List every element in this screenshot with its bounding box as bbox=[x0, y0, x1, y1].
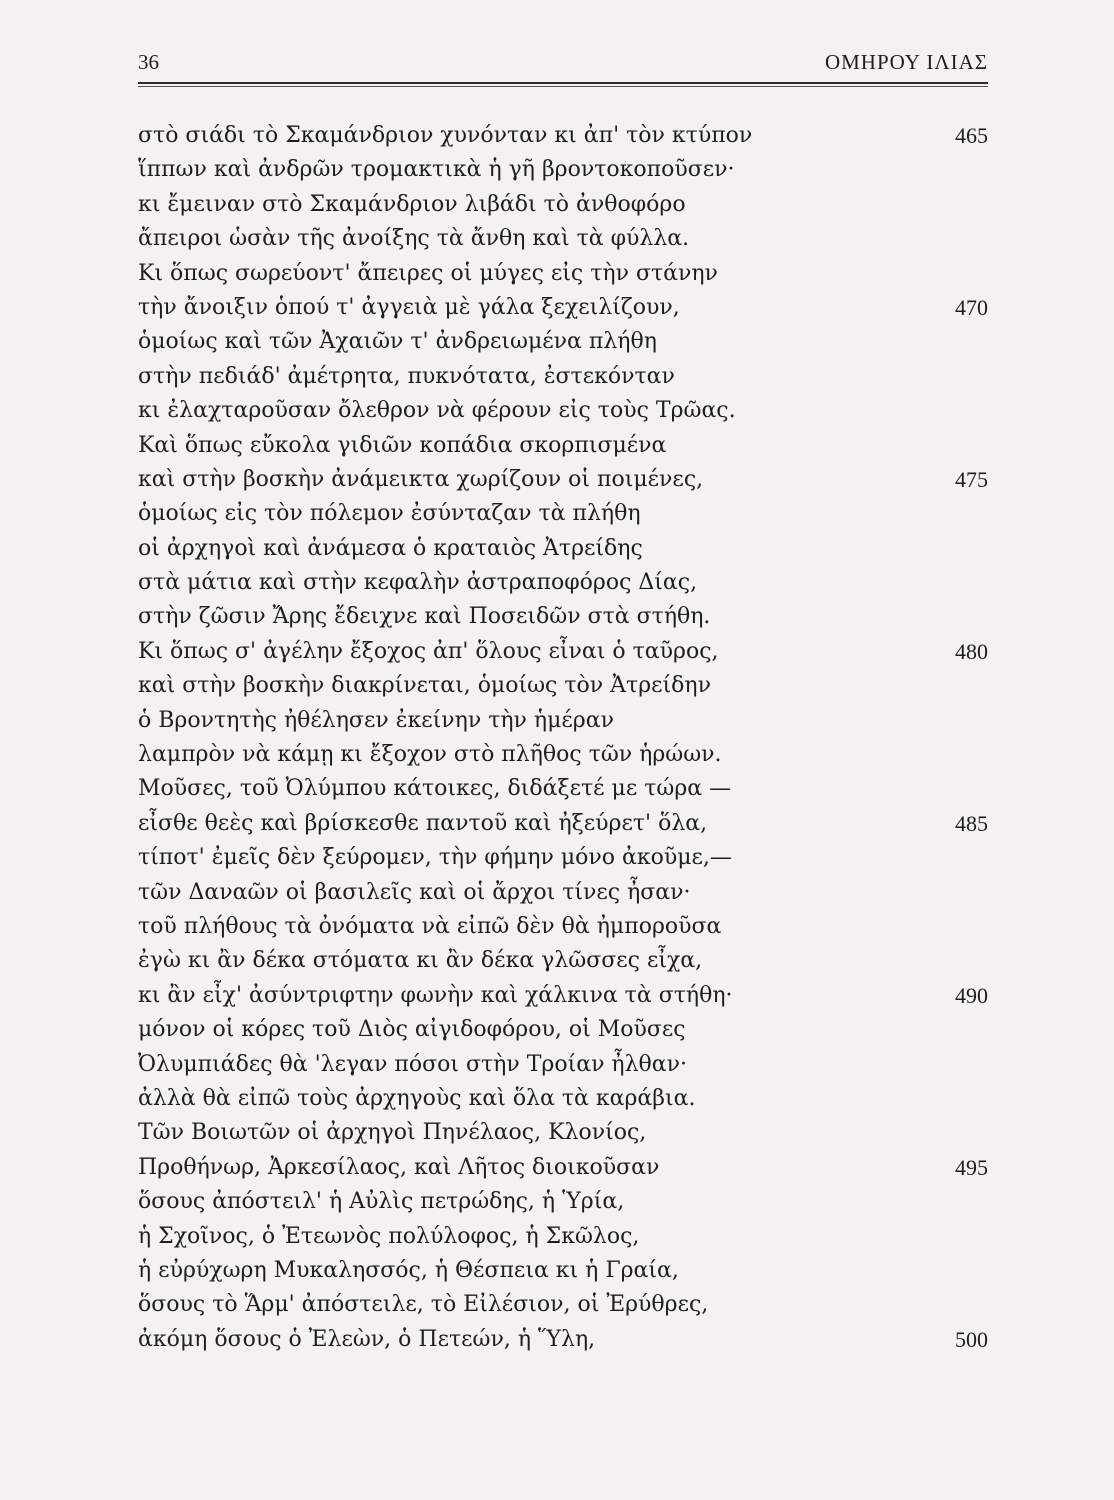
verse-line bbox=[138, 1048, 988, 1082]
verse-line bbox=[138, 188, 988, 222]
verse-line bbox=[138, 704, 988, 738]
verse-line bbox=[138, 1082, 988, 1116]
verse-line bbox=[138, 394, 988, 428]
verse-line bbox=[138, 979, 988, 1013]
verse-line bbox=[138, 497, 988, 531]
verse-text: οἱ ἀρχηγοὶ καὶ ἀνάμεσα ὁ κραταιὸς Ἀτρείδης bbox=[138, 535, 643, 561]
verse-text: ὁμοίως εἰς τὸν πόλεμον ἐσύνταζαν τὰ πλήθη bbox=[138, 501, 641, 527]
verse-text: ἐγὼ κι ἂν δέκα στόματα κι ἂν δέκα γλῶσσες εἶχα, bbox=[138, 948, 703, 974]
verse-line bbox=[138, 1116, 988, 1150]
verse-line bbox=[138, 291, 988, 325]
verse-line bbox=[138, 1288, 988, 1322]
verse-text: Τῶν Βοιωτῶν οἱ ἀρχηγοὶ Πηνέλαος, Κλονίος, bbox=[138, 1120, 647, 1146]
verse-text: Κι ὅπως σ' ἀγέλην ἔξοχος ἀπ' ὅλους εἶναι ὁ ταῦρος, bbox=[138, 638, 719, 664]
page-header bbox=[138, 48, 988, 82]
verse-text: Καὶ ὅπως εὔκολα γιδιῶν κοπάδια σκορπισμένα bbox=[138, 432, 667, 458]
line-number: 475 bbox=[955, 466, 988, 492]
verse-line bbox=[138, 257, 988, 291]
verse-line bbox=[138, 910, 988, 944]
verse-text: κι ἂν εἶχ' ἀσύντριφτην φωνὴν καὶ χάλκινα τὰ στήθη· bbox=[138, 982, 733, 1008]
verse-line bbox=[138, 635, 988, 669]
header-rule-thin bbox=[138, 86, 988, 87]
line-number: 490 bbox=[955, 982, 988, 1008]
verse-text: λαμπρὸν νὰ κάμῃ κι ἔξοχον στὸ πλῆθος τῶν ἡρώων. bbox=[138, 742, 722, 768]
verse-text: ὁμοίως καὶ τῶν Ἀχαιῶν τ' ἀνδρειωμένα πλήθη bbox=[138, 329, 657, 355]
verse-line bbox=[138, 772, 988, 806]
verse-text: ἵππων καὶ ἀνδρῶν τρομακτικὰ ἡ γῆ βροντοκοποῦσεν· bbox=[138, 157, 735, 183]
verse-line bbox=[138, 119, 988, 153]
verse-line bbox=[138, 222, 988, 256]
header-rule bbox=[138, 82, 988, 84]
verse-line bbox=[138, 1254, 988, 1288]
verse-line bbox=[138, 669, 988, 703]
line-number: 480 bbox=[955, 638, 988, 664]
verse-line bbox=[138, 944, 988, 978]
line-number: 465 bbox=[955, 123, 988, 148]
verse-line bbox=[138, 738, 988, 772]
verse-text: τοῦ πλήθους τὰ ὀνόματα νὰ εἰπῶ δὲν θὰ ἠμποροῦσα bbox=[138, 913, 722, 939]
line-number: 500 bbox=[955, 1326, 988, 1352]
verse-text: ἀλλὰ θὰ εἰπῶ τοὺς ἀρχηγοὺς καὶ ὅλα τὰ καράβια. bbox=[138, 1085, 696, 1111]
verse-text: ἀκόμη ὅσους ὁ Ἐλεὼν, ὁ Πετεών, ἡ Ὕλη, bbox=[138, 1326, 596, 1352]
verse-line bbox=[138, 360, 988, 394]
verse-text: εἶσθε θεὲς καὶ βρίσκεσθε παντοῦ καὶ ἠξεύρετ' ὅλα, bbox=[138, 810, 708, 836]
verse-line bbox=[138, 807, 988, 841]
verse-text: ὅσους τὸ Ἅρμ' ἀπόστειλε, τὸ Εἰλέσιον, οἱ Ἐρύθρες, bbox=[138, 1292, 709, 1318]
verse-line bbox=[138, 325, 988, 359]
verse-line bbox=[138, 600, 988, 634]
verse-line bbox=[138, 1185, 988, 1219]
verse-text: τὴν ἄνοιξιν ὁπού τ' ἀγγειὰ μὲ γάλα ξεχειλίζουν, bbox=[138, 294, 680, 320]
verse-text: ὅσους ἀπόστειλ' ἡ Αὐλὶς πετρώδης, ἡ Ὑρία, bbox=[138, 1189, 625, 1215]
line-number: 470 bbox=[955, 294, 988, 320]
verse-list bbox=[138, 119, 988, 1357]
verse-text: κι ἔμειναν στὸ Σκαμάνδριον λιβάδι τὸ ἀνθοφόρο bbox=[138, 191, 686, 217]
verse-line bbox=[138, 532, 988, 566]
verse-line bbox=[138, 1220, 988, 1254]
verse-line bbox=[138, 429, 988, 463]
verse-line bbox=[138, 841, 988, 875]
verse-text: τῶν Δαναῶν οἱ βασιλεῖς καὶ οἱ ἄρχοι τίνες ἦσαν· bbox=[138, 879, 691, 905]
verse-line bbox=[138, 1013, 988, 1047]
verse-text: Μοῦσες, τοῦ Ὀλύμπου κάτοικες, διδάξετέ με τώρα — bbox=[138, 776, 732, 802]
verse-text: κι ἐλαχταροῦσαν ὄλεθρον νὰ φέρουν εἰς τοὺς Τρῶας. bbox=[138, 398, 736, 424]
verse-text: ἄπειροι ὡσὰν τῆς ἀνοίξης τὰ ἄνθη καὶ τὰ φύλλα. bbox=[138, 226, 690, 252]
verse-text: τίποτ' ἐμεῖς δὲν ξεύρομεν, τὴν φήμην μόνο ἀκοῦμε,— bbox=[138, 845, 732, 871]
verse-text: ὁ Βροντητὴς ἠθέλησεν ἐκείνην τὴν ἡμέραν bbox=[138, 707, 614, 733]
running-title: ΟΜΗΡΟΥ ΙΛΙΑΣ bbox=[824, 50, 988, 74]
verse-text: μόνον οἱ κόρες τοῦ Διὸς αἰγιδοφόρου, οἱ Μοῦσες bbox=[138, 1017, 686, 1043]
verse-text: καὶ στὴν βοσκὴν ἀνάμεικτα χωρίζουν οἱ ποιμένες, bbox=[138, 466, 704, 492]
verse-line bbox=[138, 1151, 988, 1185]
verse-line bbox=[138, 463, 988, 497]
verse-text: στὴν πεδιάδ' ἀμέτρητα, πυκνότατα, ἐστεκόνταν bbox=[138, 363, 675, 389]
verse-text: Κι ὅπως σωρεύοντ' ἄπειρες οἱ μύγες εἰς τὴν στάνην bbox=[138, 260, 718, 286]
verse-line bbox=[138, 876, 988, 910]
verse-line bbox=[138, 1323, 988, 1357]
verse-line bbox=[138, 153, 988, 187]
verse-text: ἡ εὐρύχωρη Μυκαλησσός, ἡ Θέσπεια κι ἡ Γραία, bbox=[138, 1257, 679, 1283]
verse-text: καὶ στὴν βοσκὴν διακρίνεται, ὁμοίως τὸν Ἀτρείδην bbox=[138, 673, 711, 699]
page-number: 36 bbox=[138, 50, 159, 74]
verse-text: ἡ Σχοῖνος, ὁ Ἐτεωνὸς πολύλοφος, ἡ Σκῶλος, bbox=[138, 1223, 640, 1249]
verse-line bbox=[138, 566, 988, 600]
verse-text: Προθήνωρ, Ἀρκεσίλαος, καὶ Λῆτος διοικοῦσαν bbox=[138, 1154, 660, 1180]
verse-text: στὴν ζῶσιν Ἄρης ἔδειχνε καὶ Ποσειδῶν στὰ στήθη. bbox=[138, 604, 711, 630]
verse-text: στὸ σιάδι τὸ Σκαμάνδριον χυνόνταν κι ἀπ' τὸν κτύπον bbox=[138, 123, 753, 148]
verse-text: Ὀλυμπιάδες θὰ 'λεγαν πόσοι στὴν Τροίαν ἦλθαν· bbox=[138, 1051, 688, 1077]
line-number: 485 bbox=[955, 810, 988, 836]
line-number: 495 bbox=[955, 1154, 988, 1180]
verse-text: στὰ μάτια καὶ στὴν κεφαλὴν ἀστραποφόρος Δίας, bbox=[138, 570, 698, 596]
